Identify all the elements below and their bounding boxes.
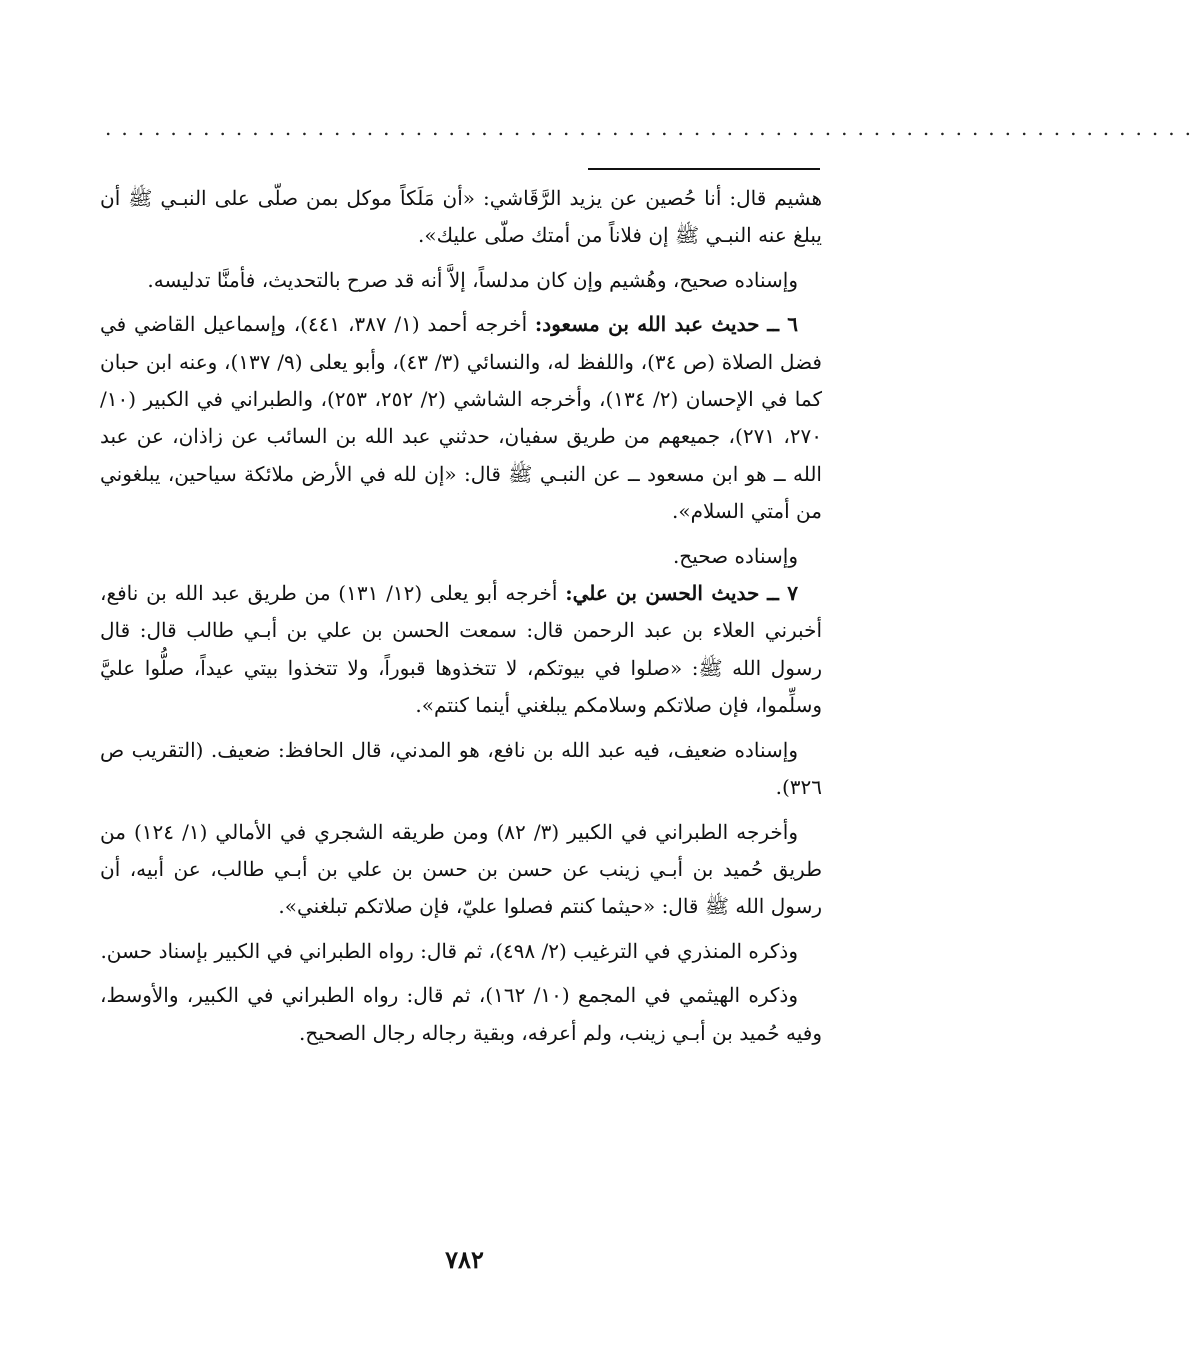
paragraph-isnad-hushaym: وإسناده صحيح، وهُشيم وإن كان مدلساً، إلاَّ أنه قد صرح بالتحديث، فأمنَّا تدليسه. (147, 267, 798, 292)
paragraph-haythami: وذكره الهيثمي في المجمع (١٠/ ١٦٢)، ثم قال: رواه الطبراني في الكبير، والأوسط، وفيه حُميد بن أبـي زينب، ولم أعرفه، وبقية رجاله رجال الصحيح. (100, 983, 822, 1045)
paragraph-mundhiri: وذكره المنذري في الترغيب (٢/ ٤٩٨)، ثم قال: رواه الطبراني في الكبير بإسناد حسن. (100, 938, 798, 963)
dotted-separator: ................................................................... (105, 116, 1201, 140)
paragraph-isnad-sahih: وإسناده صحيح. (672, 543, 798, 568)
paragraph-hushaym-hadith: هشيم قال: أنا حُصين عن يزيد الرَّقَاشي: «أن مَلَكاً موكل بمن صلّى على النبـي ﷺ أن يبلغ عنه النبـي ﷺ إن فلاناً من أمتك صلّى عليك». (100, 186, 822, 248)
paragraph-ibn-masud-hadith (100, 306, 822, 530)
item-number-7: ٧ ــ (767, 581, 798, 606)
page-number: ٧٨٢ (445, 1245, 484, 1274)
paragraph-hasan-hadith (100, 575, 822, 725)
paragraph-isnad-daif: وإسناده ضعيف، فيه عبد الله بن نافع، هو المدني، قال الحافظ: ضعيف. (التقريب ص ٣٢٦). (100, 737, 822, 800)
footnote-rule (588, 168, 820, 170)
item-number-6: ٦ ــ (767, 312, 799, 337)
paragraph-tabarani: وأخرجه الطبراني في الكبير (٣/ ٨٢) ومن طريقه الشجري في الأمالي (١/ ١٢٤) من طريق حُميد بن أبـي زينب عن حسن بن حسن بن علي بن أبـي طالب، عن أبيه، أن رسول الله ﷺ قال: «حيثما كنتم فصلوا عليّ، فإن صلاتكم تبلغني». (100, 819, 822, 919)
heading-ibn-masud: حديث عبد الله بن مسعود: (534, 312, 760, 337)
heading-hasan: حديث الحسن بن علي: (565, 581, 760, 606)
page-body (100, 180, 822, 1059)
ibn-masud-text: أخرجه أحمد (١/ ٣٨٧، ٤٤١)، وإسماعيل القاضي في فضل الصلاة (ص ٣٤)، واللفظ له، والنسائي (٣/ ٤٣)، وأبو يعلى (٩/ ١٣٧)، وعنه ابن حبان كما في الإحسان (٢/ ١٣٤)، وأخرجه الشاشي (٢/ ٢٥٢، ٢٥٣)، والطبراني في الكبير (١٠/ ٢٧٠، ٢٧١)، جميعهم من طريق سفيان، حدثني عبد الله بن السائب عن زاذان، عن عبد الله ــ هو ابن مسعود ــ عن النبـي ﷺ قال: «إن لله في الأرض ملائكة سياحين، يبلغوني من أمتي السلام». (100, 312, 823, 524)
hasan-text: أخرجه أبو يعلى (١٢/ ١٣١) من طريق عبد الله بن نافع، أخبرني العلاء بن عبد الرحمن قال: سمعت الحسن بن علي بن أبـي طالب قال: قال رسول الله ﷺ: «صلوا في بيوتكم، لا تتخذوها قبوراً، ولا تتخذوا بيتي عيداً، صلُّوا عليَّ وسلِّموا، فإن صلاتكم وسلامكم يبلغني أينما كنتم». (100, 581, 822, 718)
